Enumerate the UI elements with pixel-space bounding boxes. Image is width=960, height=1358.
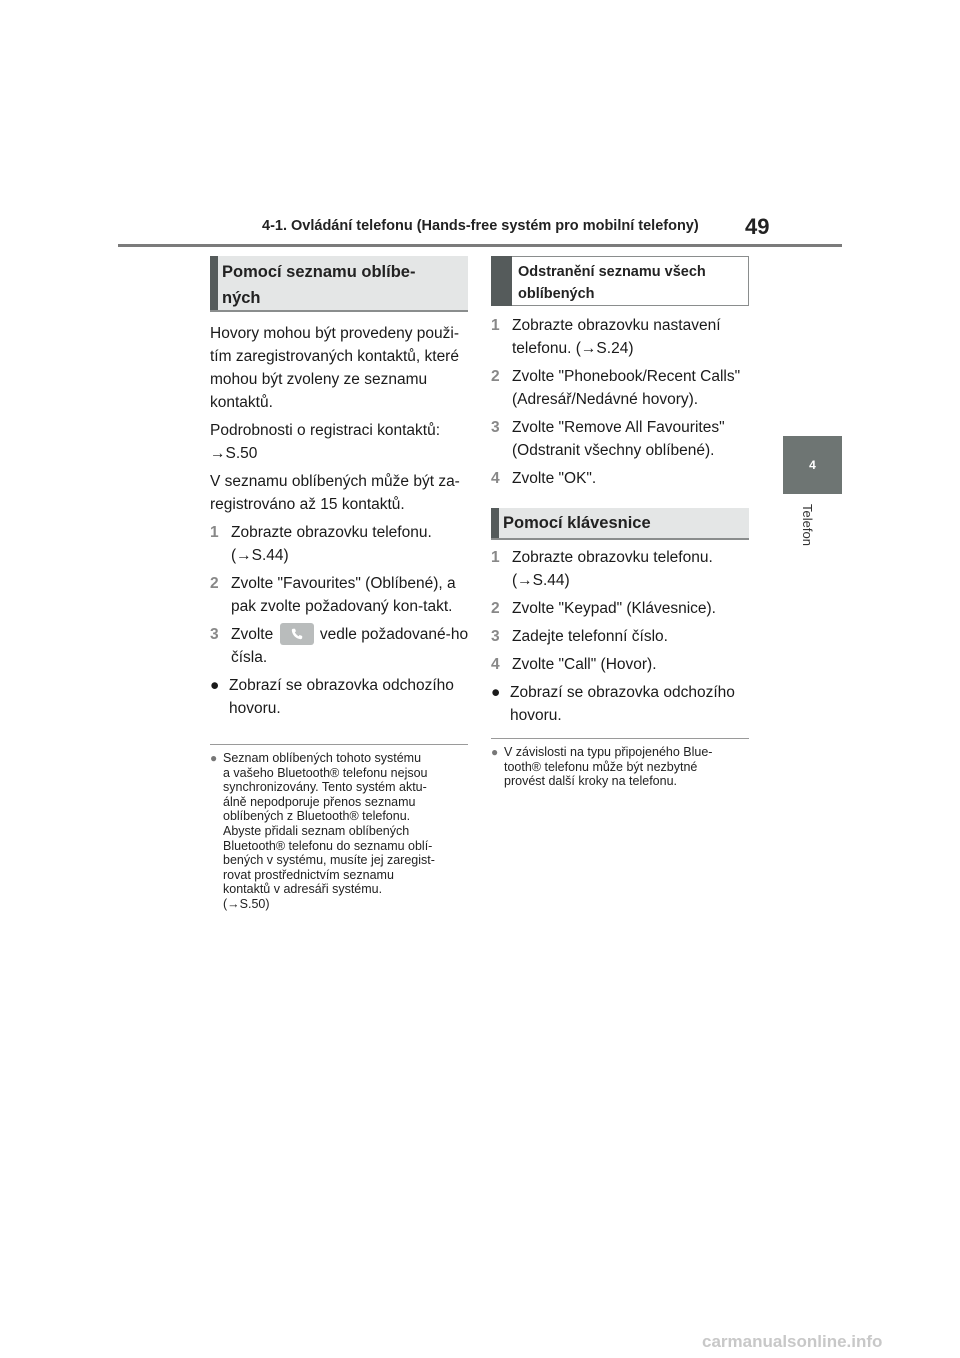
bullet-result: [491, 681, 753, 727]
step-text: Zvolte "Call" (Hovor).: [512, 656, 657, 673]
step-3: [210, 623, 472, 669]
page-number: 49: [745, 214, 770, 239]
heading-favourites: [210, 256, 468, 312]
step-number: 1: [210, 524, 219, 541]
filled-circle-bullet-icon: ●: [491, 684, 501, 701]
note-text: V závislosti na typu připojeného Blue- tooth® telefonu může být nezbytné provést další kroky na telefonu.: [504, 745, 713, 789]
step-text: Zvolte "OK".: [512, 470, 597, 487]
left-column: [210, 322, 472, 720]
step-text: Zobrazte obrazovku telefonu. (→S.44): [512, 549, 713, 589]
chapter-label: Telefon: [800, 504, 815, 546]
step-4: [491, 467, 753, 490]
step-1: [491, 546, 753, 592]
watermark: carmanualsonline.info: [702, 1332, 883, 1351]
step-text-pre: Zvolte: [231, 626, 274, 643]
step-1: [210, 521, 472, 567]
note-text: Seznam oblíbených tohoto systému a vašeho Bluetooth® telefonu nejsou synchronizovány. Tento systém aktu- álně nepodporuje přenos seznamu oblíbených z Bluetooth® telefonu. Abyste přidali seznam oblíbených Bluetooth® telefonu do seznamu oblí- bených v systému, musíte jej zaregist- rovat prostřednictvím seznamu kontaktů v adresáři systému. (→S.50): [223, 751, 435, 911]
paragraph-limit: V seznamu oblíbených může být za-registrováno až 15 kontaktů.: [210, 473, 460, 513]
step-number: 1: [491, 317, 500, 334]
right-column-keypad: [491, 546, 753, 727]
step-number: 2: [491, 600, 500, 617]
paragraph-intro: Hovory mohou být provedeny použi-tím zaregistrovaných kontaktů, které mohou být zvoleny ze seznamu kontaktů.: [210, 325, 459, 411]
filled-circle-bullet-icon: ●: [210, 677, 220, 694]
bullet-text: Zobrazí se obrazovka odchozího hovoru.: [510, 684, 735, 724]
heading-remove-line2: oblíbených: [518, 286, 595, 302]
step-3: [491, 625, 753, 648]
step-number: 4: [491, 656, 500, 673]
step-number: 3: [491, 628, 500, 645]
note-left: [210, 744, 468, 912]
step-1: [491, 314, 753, 360]
step-text: [231, 623, 472, 669]
step-text: Zadejte telefonní číslo.: [512, 628, 668, 645]
bullet-result: [210, 674, 472, 720]
heading-keypad: [491, 508, 749, 540]
chapter-tab: 4: [783, 436, 842, 494]
right-column-remove: [491, 314, 753, 495]
heading-remove-line1: Odstranění seznamu všech: [518, 264, 706, 280]
step-3: [491, 416, 753, 462]
note-row: [491, 745, 749, 789]
heading-remove-all-favourites: [491, 256, 749, 306]
heading-favourites-line2: ných: [222, 289, 261, 307]
step-text: Zvolte "Phonebook/Recent Calls" (Adresář/Nedávné hovory).: [512, 368, 741, 408]
step-number: 2: [210, 575, 219, 592]
step-text-post: vedle požadované-ho čísla.: [231, 626, 469, 666]
header-rule: [118, 244, 842, 247]
step-text: Zvolte "Favourites" (Oblíbené), a pak zvolte požadovaný kon-takt.: [231, 575, 456, 615]
step-text: Zobrazte obrazovku nastavení telefonu. (→S.24): [512, 317, 721, 357]
note-row: [210, 751, 468, 912]
page-header-title: 4-1. Ovládání telefonu (Hands-free systém pro mobilní telefony): [262, 218, 699, 234]
step-2: [491, 365, 753, 411]
heading-keypad-text: Pomocí klávesnice: [503, 514, 651, 532]
paragraph-registration: Podrobnosti o registraci kontaktů: →S.50: [210, 422, 441, 462]
step-number: 1: [491, 549, 500, 566]
step-text: Zvolte "Remove All Favourites" (Odstranit všechny oblíbené).: [512, 419, 725, 459]
step-number: 3: [210, 626, 219, 643]
phone-icon: [280, 623, 314, 645]
step-2: [210, 572, 472, 618]
note-bullet-icon: ●: [491, 745, 499, 759]
bullet-text: Zobrazí se obrazovka odchozího hovoru.: [229, 677, 454, 717]
step-number: 3: [491, 419, 500, 436]
step-2: [491, 597, 753, 620]
step-text: Zvolte "Keypad" (Klávesnice).: [512, 600, 716, 617]
note-right: [491, 738, 749, 789]
step-number: 4: [491, 470, 500, 487]
step-text: Zobrazte obrazovku telefonu. (→S.44): [231, 524, 432, 564]
note-bullet-icon: ●: [210, 751, 218, 765]
heading-favourites-line1: Pomocí seznamu oblíbe-: [222, 263, 416, 281]
step-number: 2: [491, 368, 500, 385]
step-4: [491, 653, 753, 676]
